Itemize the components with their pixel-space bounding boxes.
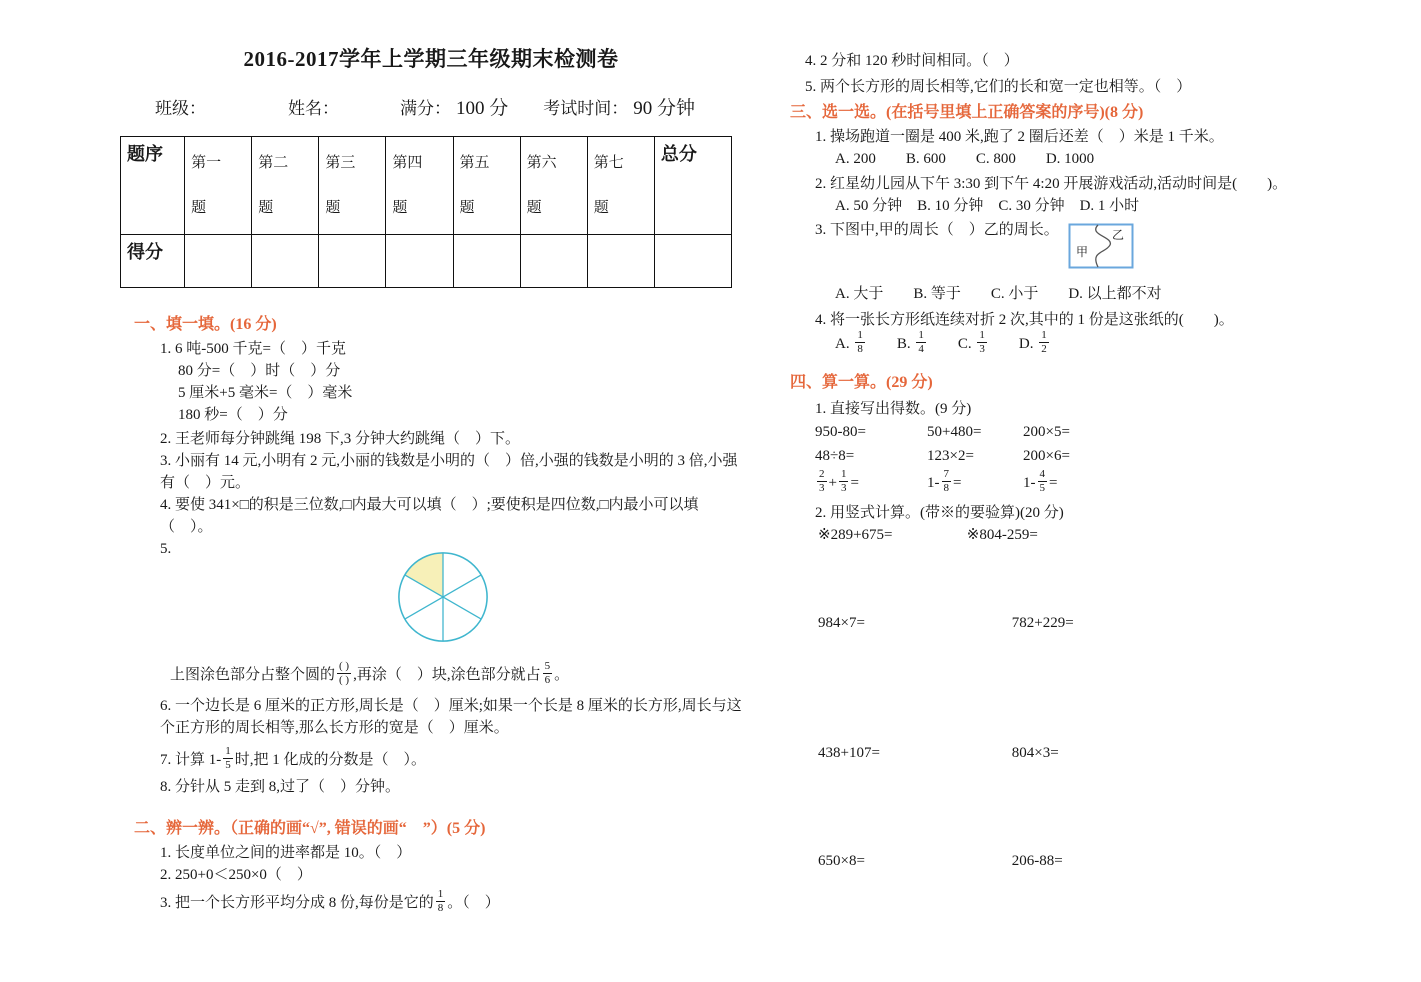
exam-time (543, 96, 695, 122)
vertical-expr: ※289+675= (818, 527, 893, 543)
student-info-line (120, 96, 742, 122)
fraction-circle-figure (394, 548, 492, 646)
fill-item-1-line-3: 5 厘米+5 毫米=（ ）毫米 (178, 385, 353, 401)
judge-item-5: 5. 两个长方形的周长相等,它们的长和宽一定也相等。（ ） (805, 79, 1192, 95)
oral-expr: 50+480= (927, 424, 982, 440)
figure-label-jia: 甲 (1076, 245, 1089, 259)
score-table-col-label: 第五题 (459, 155, 490, 216)
right-column (790, 50, 1335, 872)
score-table (120, 136, 732, 288)
vertical-calc-pair-2 (818, 612, 1335, 634)
fill-item-5-number: 5. (160, 541, 172, 557)
choice-q3: 3. 下图中,甲的周长（ ）乙的周长。 (815, 222, 1059, 238)
score-table-col-6 (520, 137, 587, 235)
score-cell-2 (252, 235, 319, 288)
judge-item-3: 3. 把一个长方形平均分成 8 份,每份是它的 $\frac{1}{8}$ 。（ ） (160, 888, 500, 915)
oral-expr: 48÷8= (815, 448, 855, 464)
choice-q3-block (790, 219, 1335, 305)
score-table-col-label: 第六题 (526, 155, 557, 216)
section-1-heading: 一、填一填。(16 分) (134, 316, 277, 333)
score-table-col-label: 第一题 (191, 155, 222, 216)
score-table-total: 总分 (654, 137, 731, 235)
oral-expr: 1- $\frac{4}{5}$ = (1023, 468, 1058, 495)
oral-expr: 123×2= (927, 448, 974, 464)
score-table-col-7 (587, 137, 654, 235)
page-title: 2016-2017学年上学期三年级期末检测卷 (243, 47, 619, 71)
choice-q2-options: A. 50 分钟 B. 10 分钟 C. 30 分钟 D. 1 小时 (835, 198, 1140, 214)
vertical-calc-pair-4 (818, 850, 1335, 872)
fill-item-8: 8. 分针从 5 走到 8,过了（ ）分钟。 (160, 779, 401, 796)
score-table-col-label: 第三题 (325, 155, 356, 216)
full-score (400, 96, 508, 122)
choice-q3-options: A. 大于 B. 等于 C. 小于 D. 以上都不对 (835, 286, 1162, 302)
calc-sub2-heading: 2. 用竖式计算。(带※的要验算)(20 分) (815, 505, 1064, 521)
oral-calc-row-1 (815, 420, 1335, 444)
score-cell-4 (386, 235, 453, 288)
choice-q2: 2. 红星幼儿园从下午 3:30 到下午 4:20 开展游戏活动,活动时间是( )。 (815, 176, 1288, 192)
fill-item-7: 7. 计算 1- $\frac{1}{5}$ 时,把 1 化成的分数是（ ）。 (160, 745, 427, 772)
vertical-calc-pair-3 (818, 742, 1335, 764)
score-cell-3 (319, 235, 386, 288)
vertical-expr: ※804-259= (966, 527, 1038, 543)
score-table-col-3 (319, 137, 386, 235)
judge-item-1: 1. 长度单位之间的进率都是 10。（ ） (160, 845, 412, 862)
left-column (120, 46, 742, 917)
oral-expr: 1- $\frac{7}{8}$ = (927, 468, 962, 495)
oral-expr: 200×6= (1023, 448, 1070, 464)
vertical-expr: 206-88= (1011, 853, 1063, 869)
name-label: 姓名： (288, 99, 339, 118)
vertical-expr: 650×8= (818, 853, 865, 869)
exam-time-label: 考试时间： (543, 99, 629, 118)
fill-item-1: 1. 6 吨-500 千克=（ ）千克 (160, 341, 346, 357)
choice-q1-options: A. 200 B. 600 C. 800 D. 1000 (835, 151, 1095, 167)
section-2-heading: 二、辨一辨。（正确的画“√”, 错误的画“ ”）(5 分) (134, 820, 486, 838)
fill-item-1-line-2: 80 分=（ ）时（ ）分 (178, 363, 341, 379)
score-table-col-label: 第二题 (258, 155, 289, 216)
shaded-sector (405, 553, 443, 597)
score-table-corner: 题序 (121, 137, 185, 235)
vertical-expr: 804×3= (1011, 745, 1059, 761)
class-label: 班级： (155, 99, 206, 118)
oral-calc-row-2 (815, 444, 1335, 468)
score-table-col-1 (185, 137, 252, 235)
fill-item-5-caption: 上图涂色部分占整个圆的 $\frac{( )}{( )}$ ,再涂（ ）块,涂色部分就占 $\frac{5}{6}$ 。 (170, 660, 570, 687)
vertical-expr: 984×7= (818, 615, 865, 631)
score-table-col-2 (252, 137, 319, 235)
score-table-score-row (121, 235, 732, 288)
vertical-calc-pair-1 (818, 524, 1335, 546)
calc-sub1-heading: 1. 直接写出得数。(9 分) (815, 401, 972, 417)
section-3-heading: 三、选一选。(在括号里填上正确答案的序号)(8 分) (790, 104, 1144, 121)
oral-expr: 950-80= (815, 424, 866, 440)
score-table-col-label: 第四题 (392, 155, 423, 216)
section-4-heading: 四、算一算。(29 分) (790, 374, 933, 391)
choice-q4: 4. 将一张长方形纸连续对折 2 次,其中的 1 份是这张纸的( )。 (815, 312, 1234, 328)
oral-calc-row-3 (815, 468, 1335, 498)
fill-item-2: 2. 王老师每分钟跳绳 198 下,3 分钟大约跳绳（ ）下。 (160, 431, 521, 447)
vertical-expr: 782+229= (1011, 615, 1074, 631)
score-table-col-5 (453, 137, 520, 235)
figure-label-yi: 乙 (1112, 228, 1125, 242)
vertical-expr: 438+107= (818, 745, 880, 761)
score-cell-1 (185, 235, 252, 288)
score-cell-6 (520, 235, 587, 288)
choice-q1: 1. 操场跑道一圈是 400 米,跑了 2 圈后还差（ ）米是 1 千米。 (815, 129, 1224, 145)
oral-expr: $\frac{2}{3}$ + $\frac{1}{3}$ = (819, 468, 859, 495)
fill-item-1-line-4: 180 秒=（ ）分 (178, 407, 288, 423)
exam-time-value: 90 分钟 (633, 98, 696, 119)
judge-item-2: 2. 250+0＜250×0（ ） (160, 867, 312, 884)
score-row-label: 得分 (121, 235, 185, 288)
fill-item-3: 3. 小丽有 14 元,小明有 2 元,小丽的钱数是小明的（ ）倍,小强的钱数是小明的 3 倍,小强有（ ）元。 (160, 453, 738, 491)
fill-item-6: 6. 一个边长是 6 厘米的正方形,周长是（ ）厘米;如果一个长是 8 厘米的长方形,周长与这个正方形的周长相等,那么长方形的宽是（ ）厘米。 (160, 698, 742, 737)
score-cell-7 (587, 235, 654, 288)
judge-item-4: 4. 2 分和 120 秒时间相同。（ ） (805, 53, 1019, 69)
choice-q4-options: A. $\frac{1}{8}$ B. $\frac{1}{4}$ C. $\frac{1}{3}$ D. $\frac{1}{2}$ (835, 329, 1047, 355)
score-table-header-row (121, 137, 732, 235)
score-cell-5 (453, 235, 520, 288)
score-cell-total (654, 235, 731, 288)
score-table-col-label: 第七题 (593, 155, 624, 216)
fill-item-4: 4. 要使 341×□的积是三位数,□内最大可以填（ ）;要使积是四位数,□内最小可以填（ ）。 (160, 497, 699, 535)
score-table-col-4 (386, 137, 453, 235)
full-score-value: 100 分 (456, 98, 509, 119)
oral-expr: 200×5= (1023, 424, 1070, 440)
perimeter-compare-figure (1068, 223, 1134, 269)
full-score-label: 满分： (400, 99, 451, 118)
